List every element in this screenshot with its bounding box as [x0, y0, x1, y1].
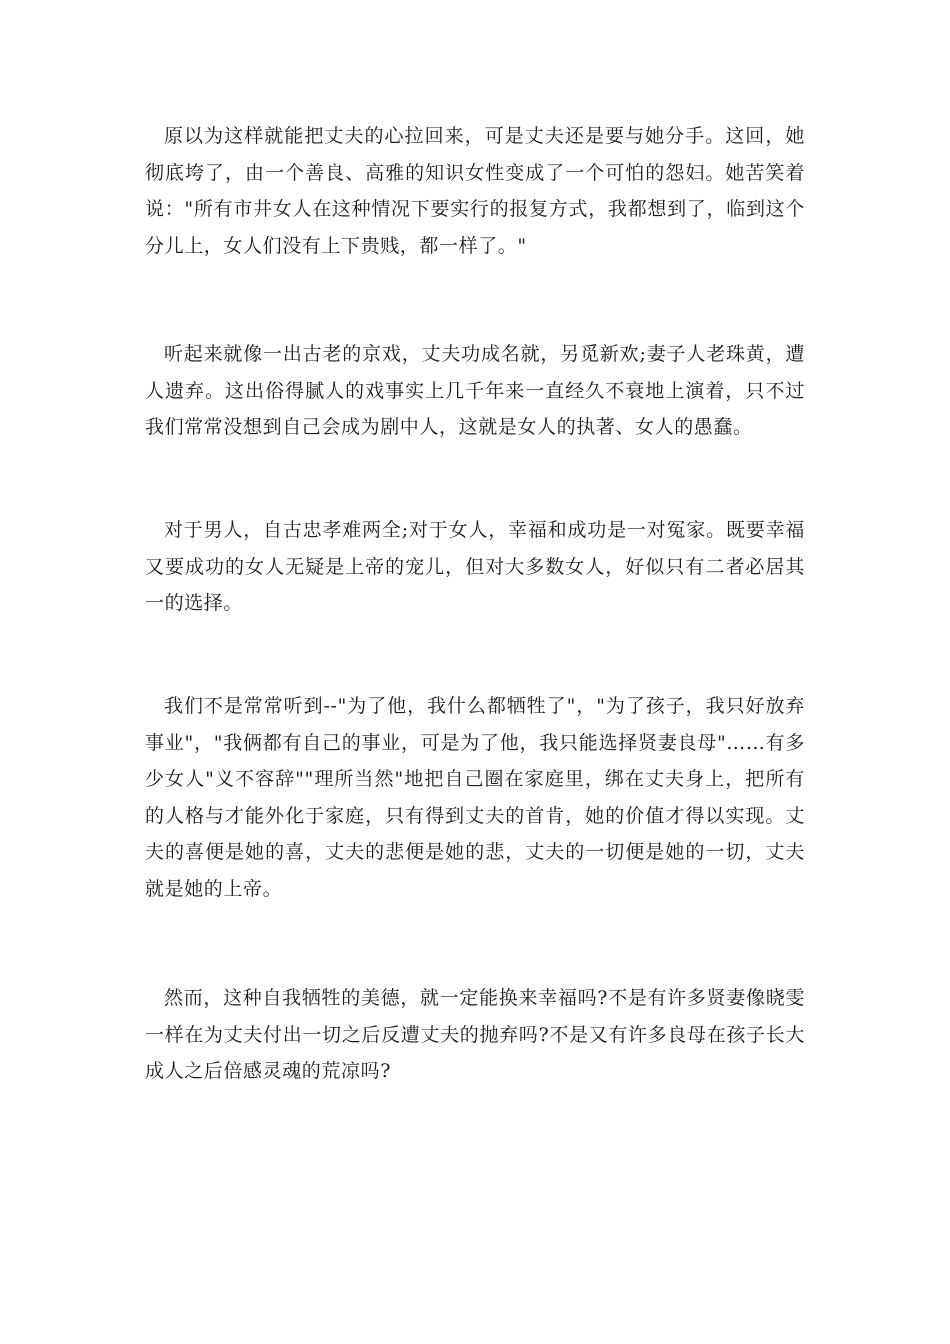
paragraph-4: 我们不是常常听到--"为了他，我什么都牺牲了"，"为了孩子，我只好放弃事业"，"我俩都有自己的事业，可是为了他，我只能选择贤妻良母"……有多少女人"义不容辞""理所当然"地把自己圈在家庭里，绑在丈夫身上，把所有的人格与才能外化于家庭，只有得到丈夫的首肯，她的价值才得以实现。丈夫的喜便是她的喜，丈夫的悲便是她的悲，丈夫的一切便是她的一切，丈夫就是她的上帝。	[145, 695, 805, 900]
paragraph-1: 原以为这样就能把丈夫的心拉回来，可是丈夫还是要与她分手。这回，她彻底垮了，由一个善良、高雅的知识女性变成了一个可怕的怨妇。她苦笑着说："所有市井女人在这种情况下要实行的报复方式，我都想到了，临到这个分儿上，女人们没有上下贵贱，都一样了。"	[145, 125, 805, 257]
paragraph-3: 对于男人，自古忠孝难两全;对于女人，幸福和成功是一对冤家。既要幸福又要成功的女人无疑是上帝的宠儿，但对大多数女人，好似只有二者必居其一的选择。	[145, 519, 805, 614]
paragraph-2: 听起来就像一出古老的京戏，丈夫功成名就，另觅新欢;妻子人老珠黄，遭人遗弃。这出俗得腻人的戏事实上几千年来一直经久不衰地上演着，只不过我们常常没想到自己会成为剧中人，这就是女人的执著、女人的愚蠢。	[145, 343, 805, 438]
paragraph-5: 然而，这种自我牺牲的美德，就一定能换来幸福吗?不是有许多贤妻像晓雯一样在为丈夫付出一切之后反遭丈夫的抛弃吗?不是又有许多良母在孩子长大成人之后倍感灵魂的荒凉吗?	[145, 987, 805, 1082]
